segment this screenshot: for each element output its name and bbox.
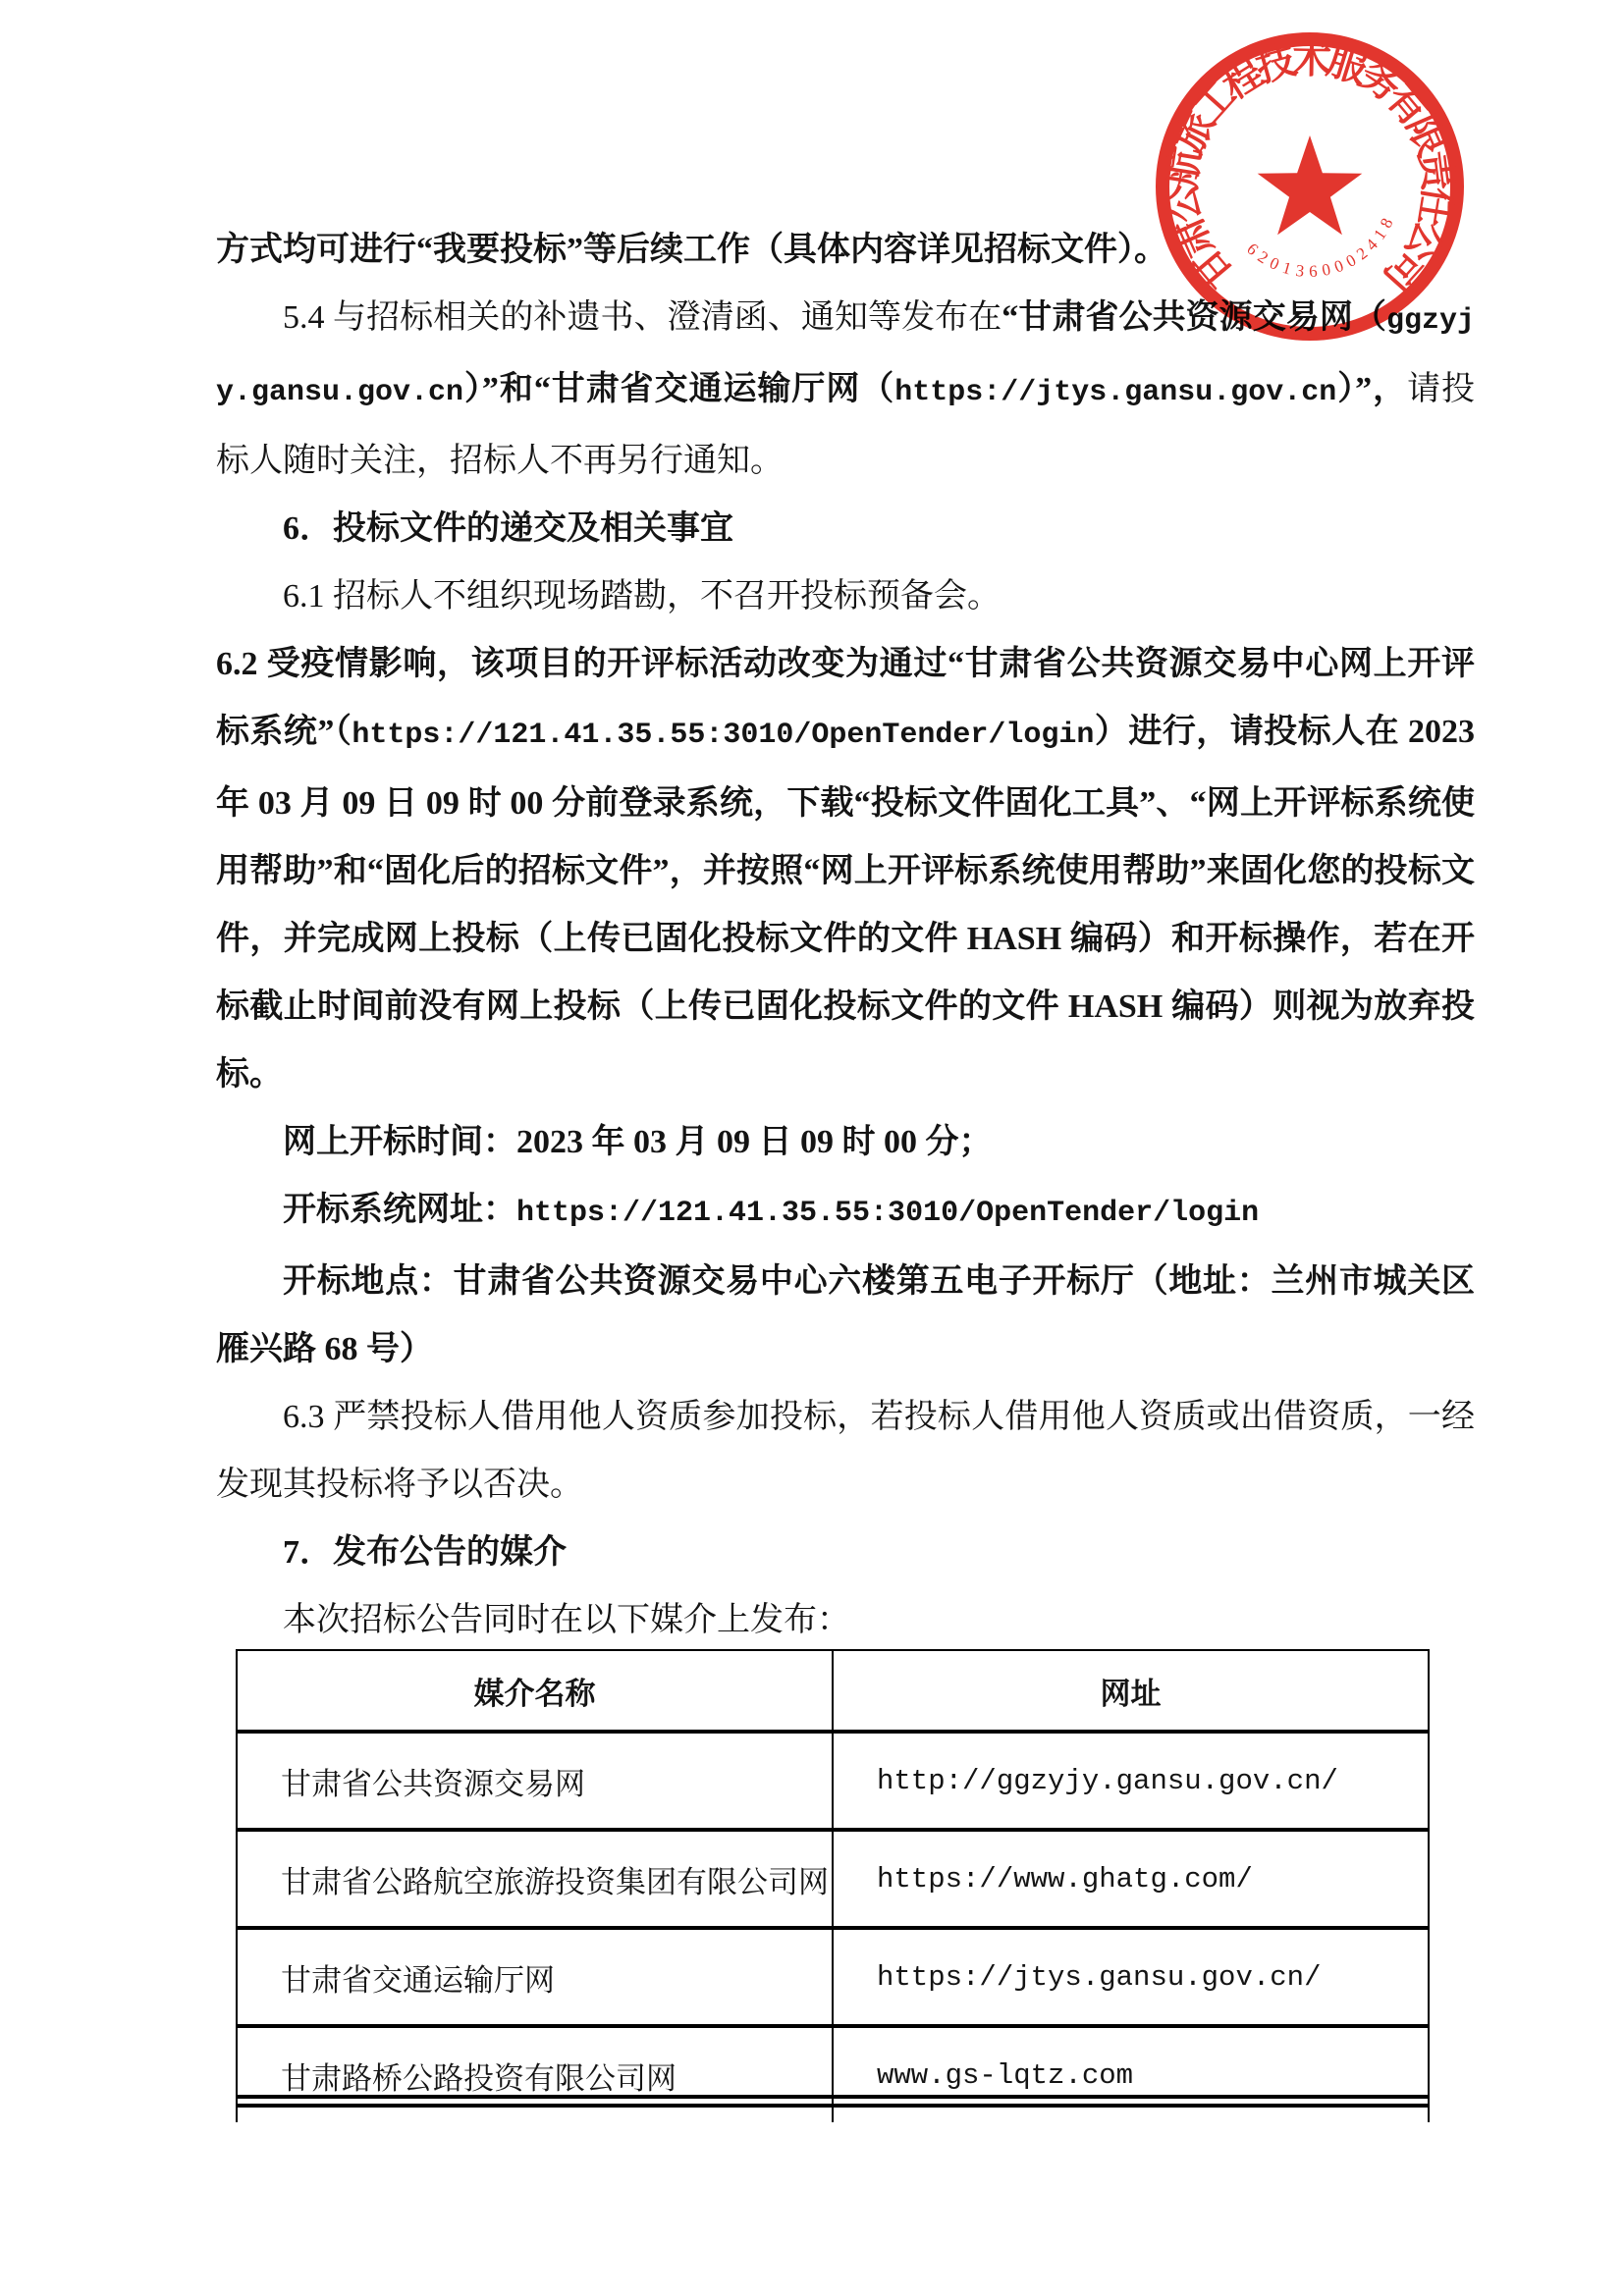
seal-company-text: 甘肃公航旅工程技术服务有限责任公司 xyxy=(1159,36,1461,301)
heading-7-media xyxy=(216,1519,1475,1586)
para-6-2-online-bid-opening xyxy=(216,630,1475,1108)
para-6-1-no-site-visit xyxy=(216,562,1475,630)
text-segment: 方式均可进行“我要投标”等后续工作（具体内容详见招标文件）。 xyxy=(216,232,1167,268)
para-online-opening-time xyxy=(216,1108,1475,1176)
media-name-cell: 甘肃路桥公路投资有限公司网 xyxy=(237,2026,833,2122)
text-segment: 6.2 受疫情影响，该项目的开评标活动改变为通过“甘肃省公共资源交易中心网上开评标系统”（ xyxy=(216,646,1475,750)
media-url-header: 网址 xyxy=(833,1650,1429,1732)
text-segment: ）进行，请投标人在 2023 年 03 月 09 日 09 时 00 分前登录系统，下载“投标文件固化工具”、“网上开评标系统使用帮助”和“固化后的招标文件”，并按照“网上开评标系统使用帮助”来固化您的投标文件，并完成网上投标（上传已固化投标文件的文件 HASH 编码）和开标操作，若在开标截止时间前没有网上投标（上传已固化投标文件的文件 HASH 编码）则视为放弃投标。 xyxy=(216,714,1476,1093)
media-name-cell: 甘肃省公共资源交易网 xyxy=(237,1732,833,1830)
heading-6-submission xyxy=(216,495,1475,562)
text-segment: 6．投标文件的递交及相关事宜 xyxy=(283,510,733,547)
text-segment: ggzyjy.gansu.gov.cn xyxy=(216,304,1476,409)
media-url-cell: https://jtys.gansu.gov.cn/ xyxy=(833,1928,1429,2026)
text-segment: 网上开标时间：2023 年 03 月 09 日 09 时 00 分； xyxy=(283,1124,993,1160)
seal-code-text: 6201360002418 xyxy=(1243,215,1397,282)
media-url-cell: https://www.ghatg.com/ xyxy=(833,1830,1429,1928)
document-body xyxy=(216,216,1475,1654)
text-segment: 本次招标公告同时在以下媒介上发布： xyxy=(283,1602,850,1638)
text-segment: 开标系统网址： xyxy=(283,1192,516,1228)
para-6-3-qualification-ban xyxy=(216,1383,1475,1519)
para-opening-location xyxy=(216,1248,1475,1383)
media-name-header: 媒介名称 xyxy=(237,1650,833,1732)
media-name-cell: 甘肃省交通运输厅网 xyxy=(237,1928,833,2026)
media-name-cell: 甘肃省公路航空旅游投资集团有限公司网 xyxy=(237,1830,833,1928)
media-table-row xyxy=(237,1732,1429,1830)
para-media-intro xyxy=(216,1586,1475,1654)
media-table-row xyxy=(237,2026,1429,2122)
text-segment: “甘肃省公共资源交易网（ xyxy=(1001,299,1386,336)
text-segment: 5.4 与招标相关的补遗书、澄清函、通知等发布在 xyxy=(283,299,1002,336)
para-opening-system-url xyxy=(216,1176,1475,1248)
text-segment: 开标地点：甘肃省公共资源交易中心六楼第五电子开标厅（地址：兰州市城关区雁兴路 68 号） xyxy=(216,1263,1475,1367)
text-segment: 6.1 招标人不组织现场踏勘，不召开投标预备会。 xyxy=(283,578,1001,614)
media-url-cell: http://ggzyjy.gansu.gov.cn/ xyxy=(833,1732,1429,1830)
text-segment: 6.3 严禁投标人借用他人资质参加投标，若投标人借用他人资质或出借资质，一经发现其投标将予以否决。 xyxy=(216,1399,1475,1503)
media-table-body xyxy=(237,1732,1429,2122)
text-segment: 7．发布公告的媒介 xyxy=(283,1534,567,1571)
text-segment: ）”和“甘肃省交通运输厅网（ xyxy=(463,371,895,407)
text-segment: https://121.41.35.55:3010/OpenTender/login xyxy=(516,1197,1260,1230)
text-segment: https://121.41.35.55:3010/OpenTender/login xyxy=(352,719,1095,752)
text-segment: ）”， xyxy=(1336,371,1408,407)
para-followup-work xyxy=(216,216,1475,284)
table-bottom-double-rule xyxy=(236,2095,1430,2108)
media-table xyxy=(236,1649,1430,2122)
media-table-row xyxy=(237,1830,1429,1928)
media-url-cell: www.gs-lqtz.com xyxy=(833,2026,1429,2122)
text-segment: https://jtys.gansu.gov.cn xyxy=(894,376,1337,409)
text-segment: 请投标人随时关注，招标人不再另行通知。 xyxy=(216,371,1476,479)
media-table-header xyxy=(237,1650,1429,1732)
para-5-4-addendum xyxy=(216,284,1475,495)
media-table-row xyxy=(237,1928,1429,2026)
